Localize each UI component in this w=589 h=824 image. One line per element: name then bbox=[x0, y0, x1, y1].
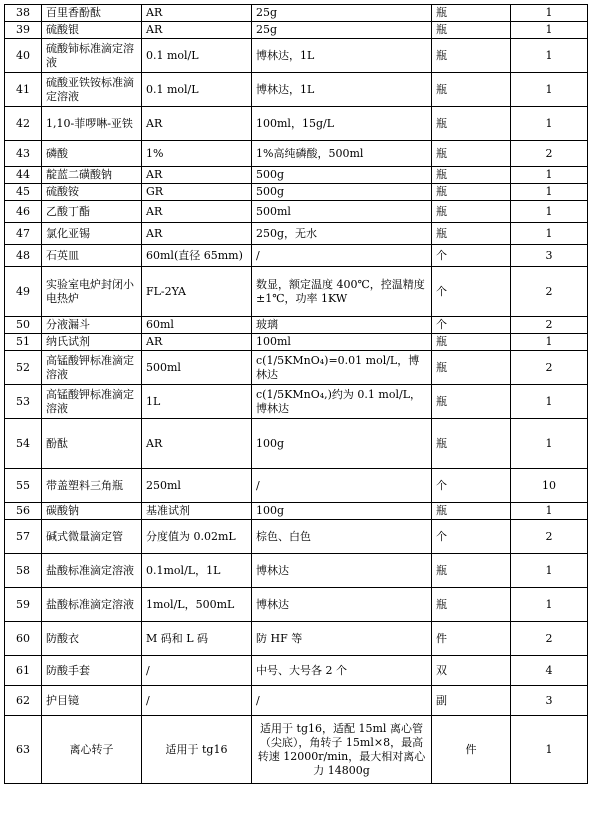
item-spec: 0.1mol/L，1L bbox=[142, 554, 252, 588]
row-number: 50 bbox=[5, 317, 42, 334]
item-name: 1,10-菲啰啉-亚铁 bbox=[42, 107, 142, 141]
item-name: 硫酸铈标准滴定溶液 bbox=[42, 39, 142, 73]
item-spec: 250ml bbox=[142, 469, 252, 503]
item-unit: 瓶 bbox=[432, 167, 511, 184]
item-unit: 瓶 bbox=[432, 184, 511, 201]
table-row bbox=[5, 351, 588, 385]
row-number: 43 bbox=[5, 141, 42, 167]
table-body bbox=[5, 5, 588, 784]
item-spec: 基准试剂 bbox=[142, 503, 252, 520]
item-unit: 瓶 bbox=[432, 588, 511, 622]
item-requirement: 博林达 bbox=[252, 588, 432, 622]
item-quantity: 1 bbox=[511, 167, 588, 184]
row-number: 53 bbox=[5, 385, 42, 419]
item-requirement: 防 HF 等 bbox=[252, 622, 432, 656]
item-unit: 副 bbox=[432, 686, 511, 716]
item-quantity: 10 bbox=[511, 469, 588, 503]
item-requirement: 1%高纯磷酸，500ml bbox=[252, 141, 432, 167]
row-number: 52 bbox=[5, 351, 42, 385]
item-unit: 个 bbox=[432, 245, 511, 267]
row-number: 46 bbox=[5, 201, 42, 223]
item-unit: 瓶 bbox=[432, 39, 511, 73]
item-quantity: 4 bbox=[511, 656, 588, 686]
row-number: 39 bbox=[5, 22, 42, 39]
item-name: 碱式微量滴定管 bbox=[42, 520, 142, 554]
item-requirement: 博林达，1L bbox=[252, 39, 432, 73]
table-row bbox=[5, 223, 588, 245]
item-quantity: 1 bbox=[511, 334, 588, 351]
item-spec: FL-2YA bbox=[142, 267, 252, 317]
item-quantity: 1 bbox=[511, 5, 588, 22]
table-row bbox=[5, 107, 588, 141]
item-unit: 个 bbox=[432, 520, 511, 554]
item-unit: 件 bbox=[432, 622, 511, 656]
row-number: 44 bbox=[5, 167, 42, 184]
item-unit: 瓶 bbox=[432, 554, 511, 588]
item-name: 分液漏斗 bbox=[42, 317, 142, 334]
item-unit: 瓶 bbox=[432, 334, 511, 351]
table-row bbox=[5, 656, 588, 686]
item-requirement: 中号、大号各 2 个 bbox=[252, 656, 432, 686]
item-requirement: 500g bbox=[252, 167, 432, 184]
item-spec: AR bbox=[142, 419, 252, 469]
row-number: 62 bbox=[5, 686, 42, 716]
item-name: 离心转子 bbox=[42, 716, 142, 784]
table-row bbox=[5, 201, 588, 223]
item-name: 酚酞 bbox=[42, 419, 142, 469]
item-spec: AR bbox=[142, 223, 252, 245]
item-name: 防酸手套 bbox=[42, 656, 142, 686]
item-quantity: 1 bbox=[511, 385, 588, 419]
item-quantity: 1 bbox=[511, 554, 588, 588]
table-row bbox=[5, 503, 588, 520]
row-number: 47 bbox=[5, 223, 42, 245]
item-quantity: 1 bbox=[511, 223, 588, 245]
item-unit: 瓶 bbox=[432, 351, 511, 385]
item-quantity: 1 bbox=[511, 107, 588, 141]
item-name: 带盖塑料三角瓶 bbox=[42, 469, 142, 503]
item-requirement: 博林达 bbox=[252, 554, 432, 588]
table-row bbox=[5, 334, 588, 351]
item-spec: 60ml bbox=[142, 317, 252, 334]
item-unit: 瓶 bbox=[432, 107, 511, 141]
table-row bbox=[5, 73, 588, 107]
row-number: 51 bbox=[5, 334, 42, 351]
row-number: 40 bbox=[5, 39, 42, 73]
item-spec: 适用于 tg16 bbox=[142, 716, 252, 784]
item-spec: 500ml bbox=[142, 351, 252, 385]
item-spec: 1% bbox=[142, 141, 252, 167]
item-quantity: 1 bbox=[511, 184, 588, 201]
item-quantity: 1 bbox=[511, 39, 588, 73]
row-number: 56 bbox=[5, 503, 42, 520]
table-row bbox=[5, 39, 588, 73]
item-requirement: 100g bbox=[252, 419, 432, 469]
item-quantity: 3 bbox=[511, 686, 588, 716]
table-row bbox=[5, 245, 588, 267]
item-quantity: 2 bbox=[511, 141, 588, 167]
item-spec: 0.1 mol/L bbox=[142, 73, 252, 107]
item-requirement: c(1/5KMnO₄,)约为 0.1 mol/L，博林达 bbox=[252, 385, 432, 419]
row-number: 63 bbox=[5, 716, 42, 784]
item-unit: 个 bbox=[432, 267, 511, 317]
item-unit: 个 bbox=[432, 469, 511, 503]
item-unit: 瓶 bbox=[432, 5, 511, 22]
table-row bbox=[5, 622, 588, 656]
row-number: 38 bbox=[5, 5, 42, 22]
table-row bbox=[5, 716, 588, 784]
item-quantity: 1 bbox=[511, 22, 588, 39]
item-requirement: / bbox=[252, 686, 432, 716]
item-unit: 瓶 bbox=[432, 223, 511, 245]
item-name: 硫酸铵 bbox=[42, 184, 142, 201]
item-spec: / bbox=[142, 656, 252, 686]
item-name: 磷酸 bbox=[42, 141, 142, 167]
item-spec: 0.1 mol/L bbox=[142, 39, 252, 73]
item-quantity: 3 bbox=[511, 245, 588, 267]
item-name: 高锰酸钾标准滴定溶液 bbox=[42, 385, 142, 419]
item-name: 靛蓝二磺酸钠 bbox=[42, 167, 142, 184]
row-number: 60 bbox=[5, 622, 42, 656]
table-row bbox=[5, 419, 588, 469]
item-quantity: 2 bbox=[511, 267, 588, 317]
item-spec: AR bbox=[142, 22, 252, 39]
item-unit: 个 bbox=[432, 317, 511, 334]
item-spec: 1mol/L，500mL bbox=[142, 588, 252, 622]
table-row bbox=[5, 184, 588, 201]
item-name: 硫酸亚铁铵标准滴定溶液 bbox=[42, 73, 142, 107]
item-requirement: 100ml，15g/L bbox=[252, 107, 432, 141]
item-spec: M 码和 L 码 bbox=[142, 622, 252, 656]
item-name: 高锰酸钾标准滴定溶液 bbox=[42, 351, 142, 385]
item-name: 防酸衣 bbox=[42, 622, 142, 656]
item-requirement: 棕色、白色 bbox=[252, 520, 432, 554]
table-row bbox=[5, 520, 588, 554]
item-unit: 瓶 bbox=[432, 22, 511, 39]
row-number: 61 bbox=[5, 656, 42, 686]
row-number: 42 bbox=[5, 107, 42, 141]
item-spec: GR bbox=[142, 184, 252, 201]
item-requirement: 适用于 tg16，适配 15ml 离心管（尖底），角转子 15ml×8，最高转速 12000r/min，最大相对离心力 14800g bbox=[252, 716, 432, 784]
item-requirement: / bbox=[252, 245, 432, 267]
table-row bbox=[5, 167, 588, 184]
item-requirement: 25g bbox=[252, 22, 432, 39]
item-name: 氯化亚锡 bbox=[42, 223, 142, 245]
item-spec: 60ml(直径 65mm) bbox=[142, 245, 252, 267]
item-quantity: 1 bbox=[511, 201, 588, 223]
table-row bbox=[5, 141, 588, 167]
item-unit: 瓶 bbox=[432, 73, 511, 107]
item-quantity: 1 bbox=[511, 73, 588, 107]
table-row bbox=[5, 317, 588, 334]
item-spec: AR bbox=[142, 5, 252, 22]
item-name: 纳氏试剂 bbox=[42, 334, 142, 351]
row-number: 41 bbox=[5, 73, 42, 107]
item-name: 碳酸钠 bbox=[42, 503, 142, 520]
item-unit: 瓶 bbox=[432, 419, 511, 469]
item-requirement: 25g bbox=[252, 5, 432, 22]
item-requirement: c(1/5KMnO₄)=0.01 mol/L，博林达 bbox=[252, 351, 432, 385]
table-row bbox=[5, 469, 588, 503]
item-requirement: 100g bbox=[252, 503, 432, 520]
item-spec: AR bbox=[142, 334, 252, 351]
item-spec: 分度值为 0.02mL bbox=[142, 520, 252, 554]
item-requirement: 500g bbox=[252, 184, 432, 201]
item-spec: 1L bbox=[142, 385, 252, 419]
table-row bbox=[5, 385, 588, 419]
equipment-table bbox=[4, 4, 588, 784]
item-name: 盐酸标准滴定溶液 bbox=[42, 554, 142, 588]
item-unit: 双 bbox=[432, 656, 511, 686]
item-name: 百里香酚酞 bbox=[42, 5, 142, 22]
item-name: 盐酸标准滴定溶液 bbox=[42, 588, 142, 622]
item-quantity: 1 bbox=[511, 503, 588, 520]
item-spec: AR bbox=[142, 107, 252, 141]
row-number: 54 bbox=[5, 419, 42, 469]
item-unit: 件 bbox=[432, 716, 511, 784]
item-quantity: 1 bbox=[511, 588, 588, 622]
item-spec: AR bbox=[142, 201, 252, 223]
item-requirement: 250g，无水 bbox=[252, 223, 432, 245]
table-row bbox=[5, 267, 588, 317]
item-quantity: 2 bbox=[511, 351, 588, 385]
item-quantity: 2 bbox=[511, 520, 588, 554]
row-number: 55 bbox=[5, 469, 42, 503]
item-quantity: 2 bbox=[511, 622, 588, 656]
item-quantity: 2 bbox=[511, 317, 588, 334]
item-unit: 瓶 bbox=[432, 141, 511, 167]
item-unit: 瓶 bbox=[432, 385, 511, 419]
row-number: 49 bbox=[5, 267, 42, 317]
row-number: 45 bbox=[5, 184, 42, 201]
item-requirement: 玻璃 bbox=[252, 317, 432, 334]
item-name: 护目镜 bbox=[42, 686, 142, 716]
row-number: 58 bbox=[5, 554, 42, 588]
table-row bbox=[5, 22, 588, 39]
row-number: 48 bbox=[5, 245, 42, 267]
item-requirement: 100ml bbox=[252, 334, 432, 351]
row-number: 57 bbox=[5, 520, 42, 554]
row-number: 59 bbox=[5, 588, 42, 622]
table-row bbox=[5, 5, 588, 22]
item-spec: AR bbox=[142, 167, 252, 184]
item-unit: 瓶 bbox=[432, 503, 511, 520]
item-spec: / bbox=[142, 686, 252, 716]
item-quantity: 1 bbox=[511, 419, 588, 469]
item-name: 乙酸丁酯 bbox=[42, 201, 142, 223]
item-requirement: 博林达，1L bbox=[252, 73, 432, 107]
item-requirement: 500ml bbox=[252, 201, 432, 223]
item-requirement: / bbox=[252, 469, 432, 503]
table-row bbox=[5, 554, 588, 588]
item-name: 石英皿 bbox=[42, 245, 142, 267]
item-unit: 瓶 bbox=[432, 201, 511, 223]
item-requirement: 数显，额定温度 400℃，控温精度±1℃，功率 1KW bbox=[252, 267, 432, 317]
item-name: 硫酸银 bbox=[42, 22, 142, 39]
table-row bbox=[5, 588, 588, 622]
item-name: 实验室电炉封闭小电热炉 bbox=[42, 267, 142, 317]
item-quantity: 1 bbox=[511, 716, 588, 784]
table-row bbox=[5, 686, 588, 716]
